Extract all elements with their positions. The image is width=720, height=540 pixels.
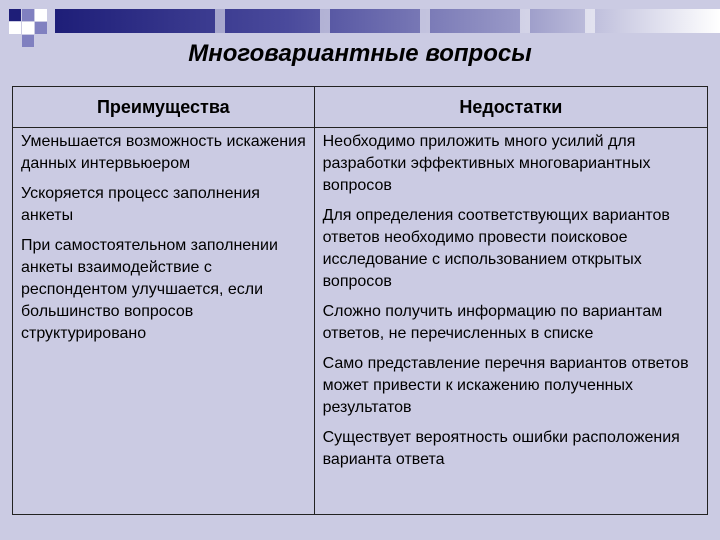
decor-square [35,9,47,21]
table-header-row [13,87,708,128]
advantage-item: Ускоряется процесс заполнения анкеты [21,185,260,224]
disadvantage-item: Существует вероятность ошибки расположения варианта ответа [322,429,680,468]
advantage-item: Уменьшается возможность искажения данных интервьюером [21,133,306,172]
decor-square [9,9,21,21]
decor-square [22,9,34,21]
disadvantage-item: Необходимо приложить много усилий для разработки эффективных многовариантных вопросов [322,133,651,194]
header-advantages: Преимущества [13,87,315,128]
comparison-table [12,86,708,515]
table-body-row [13,128,708,515]
disadvantage-item: Для определения соответствующих вариантов ответов необходимо провести поисковое исследование с использованием открытых вопросов [322,207,670,290]
advantage-item: При самостоятельном заполнении анкеты взаимодействие с респондентом улучшается, если большинство вопросов структурировано [21,237,278,342]
header-disadvantages: Недостатки [314,87,707,128]
header-bar-segment [520,9,530,33]
disadvantage-item: Само представление перечня вариантов ответов может привести к искажению полученных результатов [322,355,689,416]
header-bar-segment [420,9,430,33]
decor-square [35,22,47,34]
page-title: Многовариантные вопросы [188,40,532,67]
header-gradient-bar [55,9,720,33]
disadvantages-cell [314,128,707,515]
header-bar-segment [215,9,225,33]
header-bar-segment [585,9,595,33]
disadvantage-item: Сложно получить информацию по вариантам ответов, не перечисленных в списке [322,303,663,342]
decor-square [9,22,21,34]
decor-square [22,22,34,34]
header-bar-segment [320,9,330,33]
advantages-cell [13,128,315,515]
